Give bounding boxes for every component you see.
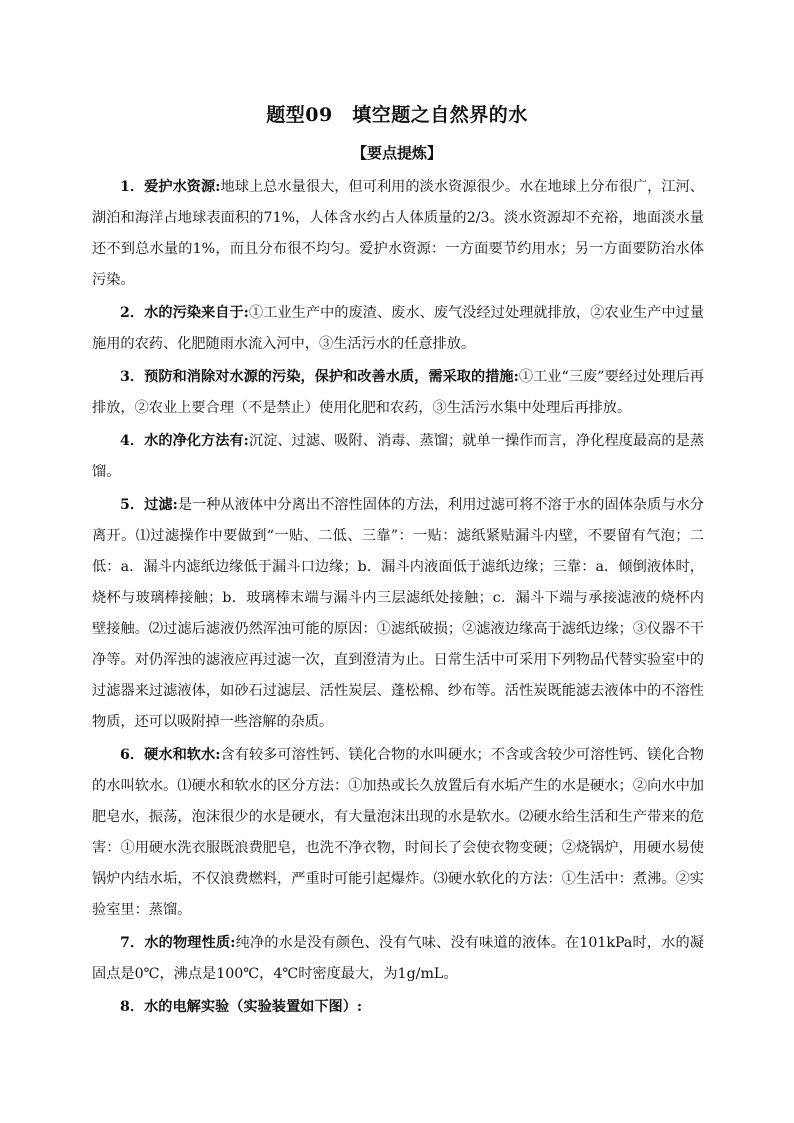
- content-body: [92, 172, 704, 1023]
- item-text: 沉淀、过滤、吸附、消毒、蒸馏；就单一操作而言，净化程度最高的是蒸馏。: [92, 433, 705, 480]
- item-text: ①工业生产中的废渣、废水、废气没经过处理就排放，②农业生产中过量施用的农药、化肥随雨水流入河中，③生活污水的任意排放。: [92, 305, 705, 352]
- paragraph-hard-soft-water: [92, 740, 704, 926]
- item-heading: 硬水和软水:: [144, 747, 221, 763]
- item-heading: 爱护水资源:: [144, 179, 221, 195]
- item-text: 含有较多可溶性钙、镁化合物的水叫硬水；不含或含较少可溶性钙、镁化合物的水叫软水。⑴硬水和软水的区分方法：①加热或长久放置后有水垢产生的水是硬水；②向水中加肥皂水，振荡，泡沫很少的水是硬水，有大量泡沫出现的水是软水。⑵硬水给生活和生产带来的危害：①用硬水洗衣服既浪费肥皂，也洗不净衣物，时间长了会使衣物变硬；②烧锅炉，用硬水易使锅炉内结水垢，不仅浪费燃料，严重时可能引起爆炸。⑶硬水软化的方法：①生活中：煮沸。②实验室里：蒸馏。: [92, 747, 704, 918]
- item-heading: 过滤:: [144, 497, 178, 513]
- item-number: 5．: [120, 497, 145, 513]
- paragraph-water-resources: [92, 172, 704, 296]
- item-text: 纯净的水是没有颜色、没有气味、没有味道的液体。在101kPa时，水的凝固点是0℃，沸点是100℃，4℃时密度最大，为1g/mL。: [92, 935, 704, 982]
- item-text: 地球上总水量很大，但可利用的淡水资源很少。水在地球上分布很广，江河、湖泊和海洋占地球表面积的71%，人体含水约占人体质量的2/3。淡水资源却不充裕，地面淡水量还不到总水量的1%，而且分布很不均匀。爱护水资源：一方面要节约用水；另一方面要防治水体污染。: [92, 179, 704, 288]
- item-number: 8．: [120, 999, 145, 1015]
- item-heading: 水的净化方法有:: [144, 433, 249, 449]
- paragraph-electrolysis: [92, 992, 704, 1023]
- item-text: 是一种从液体中分离出不溶性固体的方法，利用过滤可将不溶于水的固体杂质与水分离开。⑴过滤操作中要做到“一贴、二低、三靠”：一贴：滤纸紧贴漏斗内壁，不要留有气泡；二低：a．漏斗内滤纸边缘低于漏斗口边缘；b．漏斗内液面低于滤纸边缘；三靠：a．倾倒液体时，烧杯与玻璃棒接触；b．玻璃棒末端与漏斗内三层滤纸处接触；c．漏斗下端与承接滤液的烧杯内壁接触。⑵过滤后滤液仍然浑浊可能的原因：①滤纸破损；②滤液边缘高于滤纸边缘；③仪器不干净等。对仍浑浊的滤液应再过滤一次，直到澄清为止。日常生活中可采用下列物品代替实验室中的过滤器来过滤液体，如砂石过滤层、活性炭层、蓬松棉、纱布等。活性炭既能滤去液体中的不溶性物质，还可以吸附掉一些溶解的杂质。: [92, 497, 704, 730]
- item-number: 1．: [120, 179, 145, 195]
- paragraph-water-pollution: [92, 298, 704, 360]
- item-number: 6．: [120, 747, 145, 763]
- item-number: 2．: [120, 305, 145, 321]
- paragraph-purification-methods: [92, 426, 704, 488]
- section-subtitle: 【要点提炼】: [351, 144, 442, 162]
- item-number: 3．: [120, 369, 145, 385]
- page-title: 题型09 填空题之自然界的水: [266, 104, 528, 126]
- item-heading: 预防和消除对水源的污染，保护和改善水质，需采取的措施:: [144, 369, 519, 385]
- item-number: 7．: [120, 935, 145, 951]
- paragraph-filtration: [92, 490, 704, 738]
- item-heading: 水的物理性质:: [144, 935, 236, 951]
- item-number: 4．: [120, 433, 145, 449]
- paragraph-physical-properties: [92, 928, 704, 990]
- paragraph-pollution-prevention: [92, 362, 704, 424]
- item-heading: 水的电解实验（实验装置如下图）:: [144, 999, 363, 1015]
- item-text: ①工业“三废”要经过处理后再排放，②农业上要合理（不是禁止）使用化肥和农药，③生活污水集中处理后再排放。: [92, 369, 704, 416]
- item-heading: 水的污染来自于:: [144, 305, 249, 321]
